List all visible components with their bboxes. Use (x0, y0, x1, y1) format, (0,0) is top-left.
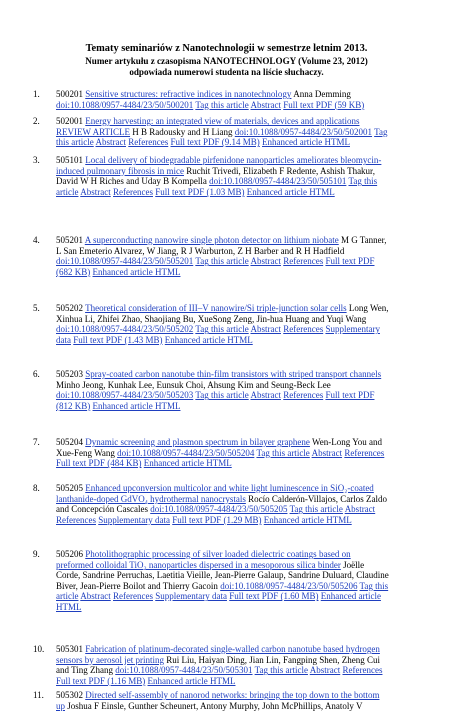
plain-text: 505203 (56, 369, 86, 379)
article-link[interactable]: Full text PDF (1.60 MB) (229, 591, 319, 602)
article-link[interactable]: REVIEW ARTICLE (56, 126, 131, 137)
article-link[interactable]: Abstract (250, 256, 281, 267)
item-line (56, 437, 382, 448)
article-link[interactable]: Energy harvesting: an integrated view of materials, devices and applications (85, 116, 360, 126)
article-link[interactable]: Enhanced upconversion multicolor and white light luminescence in SiO₂-coated (85, 483, 374, 493)
article-link[interactable]: Enhanced article HTML (143, 458, 232, 469)
article-link[interactable]: doi:10.1088/0957-4484/23/50/505203 (56, 390, 194, 401)
article-link[interactable]: References (113, 186, 153, 197)
article-link[interactable]: References (342, 665, 383, 676)
item-line (56, 665, 382, 676)
item-line (56, 176, 377, 187)
item-line (56, 504, 375, 515)
item-number: 11. (33, 690, 44, 700)
page-title: Tematy seminariów z Nanotechnologii w semestrze letnim 2013. (85, 43, 368, 54)
article-link[interactable]: Enhanced article HTML (92, 266, 181, 277)
article-link[interactable]: (682 KB) (56, 266, 91, 277)
item-number: 6. (33, 369, 40, 379)
article-link[interactable]: References (113, 591, 153, 602)
plain-text: Joshua F Einsle, Gunther Scheunert, Antony Murphy, John McPhillips, Anatoly V (65, 700, 363, 711)
article-link[interactable]: Abstract (95, 137, 127, 148)
article-link[interactable]: doi:10.1088/0957-4484/23/50/505201 (56, 256, 194, 267)
item-line (56, 127, 388, 138)
article-link[interactable]: Local delivery of biodegradable pirfenidone nanoparticles ameliorates bleomycin- (85, 155, 382, 165)
article-link[interactable]: HTML (56, 602, 82, 612)
article-link[interactable]: doi:10.1088/0957-4484/23/50/505205 (150, 504, 288, 515)
item-line (56, 448, 384, 459)
article-link[interactable]: Enhanced article HTML (92, 400, 181, 411)
item-line (56, 324, 380, 335)
item-line (56, 256, 374, 267)
article-link[interactable]: Tag this article (195, 390, 249, 401)
plain-text: Rocío Calderón-Villajos, Carlos Zaldo (245, 493, 388, 504)
article-link[interactable]: Enhanced article HTML (262, 137, 350, 148)
article-link[interactable]: Tag this (348, 176, 378, 187)
item-line (56, 458, 232, 469)
item-number: 7. (33, 437, 40, 447)
item-line (56, 644, 380, 655)
subtitle-journal: Numer artykułu z czasopisma NANOTECHNOLOGY (Volume 23, 2012) (85, 56, 368, 66)
plain-text: and Concepción Cascales (56, 504, 151, 515)
article-link[interactable]: References (344, 447, 385, 458)
article-link[interactable]: Tag this article (289, 504, 343, 515)
article-link[interactable]: References (128, 137, 169, 148)
item-line (56, 549, 351, 560)
plain-text: Xinhua Li, Zhifei Zhao, Shaojiang Bu, XueSong Zeng, Jin-hua Huang and Yuqi Wang (56, 313, 367, 324)
article-link[interactable]: Dynamic screening and plasmon spectrum in bilayer graphene (85, 437, 310, 447)
article-link[interactable]: Abstract (311, 447, 343, 458)
plain-text: 505201 (56, 235, 85, 245)
item-number: 9. (33, 549, 40, 559)
item-line (56, 314, 366, 325)
item-line (56, 690, 379, 701)
article-link[interactable]: Abstract (250, 390, 281, 401)
item-line (56, 560, 364, 571)
article-link[interactable]: preformed colloidal TiO₂ nanoparticles dispersed in a mesoporous silica binder (56, 559, 341, 570)
article-link[interactable]: Tag this (359, 580, 389, 591)
article-link[interactable]: Supplementary data (98, 514, 170, 525)
plain-text: Biver, Jean-Pierre Boilot and Thierry Gacoin (56, 580, 221, 591)
item-line (56, 515, 352, 526)
article-link[interactable]: Tag this article (195, 324, 249, 335)
item-number: 3. (33, 155, 40, 165)
article-link[interactable]: Abstract (80, 591, 111, 602)
plain-text: Joëlle (340, 559, 365, 570)
item-line (56, 137, 350, 148)
item-line (56, 701, 363, 711)
item-line (56, 401, 180, 412)
item-line (56, 246, 344, 257)
article-link[interactable]: this article (56, 137, 94, 148)
plain-text: 505101 (56, 155, 86, 165)
article-link[interactable]: Sensitive structures: refractive indices in nanotechnology (85, 89, 292, 99)
plain-text: Anna Demming (291, 89, 351, 99)
article-link[interactable]: Full text PDF (1.29 MB) (172, 514, 262, 525)
article-link[interactable]: doi:10.1088/0957-4484/23/50/505101 (209, 176, 347, 187)
plain-text: L San Emeterio Alvarez, W Jiang, R J Warburton, Z H Barber and R H Hadfield (56, 245, 345, 256)
article-link[interactable]: (812 KB) (56, 400, 91, 411)
plain-text: Wen-Long You and (309, 437, 383, 447)
article-link[interactable]: Tag this article (195, 256, 249, 267)
item-line (56, 390, 374, 401)
item-line (56, 676, 235, 687)
article-link[interactable]: Fabrication of platinum-decorated single-walled carbon nanotube based hydrogen (85, 644, 380, 654)
article-link[interactable]: doi:10.1088/0957-4484/23/50/505202 (56, 324, 194, 335)
item-line (56, 602, 82, 613)
article-link[interactable]: Full text PDF (1.43 MB) (73, 334, 163, 345)
item-line (56, 100, 364, 111)
article-link[interactable]: Tag this article (254, 665, 308, 676)
item-number: 8. (33, 483, 40, 493)
item-number: 10. (33, 644, 45, 654)
article-link[interactable]: Supplementary (325, 324, 380, 335)
plain-text: 505301 (56, 644, 86, 654)
article-link[interactable]: Full text PDF (1.16 MB) (56, 675, 146, 686)
article-link[interactable]: induced pulmonary fibrosis in mice (56, 165, 184, 176)
item-line (56, 166, 375, 177)
article-link[interactable]: A superconducting nanowire single photon detector on lithium niobate (84, 235, 339, 245)
article-link[interactable]: Enhanced article HTML (246, 186, 335, 197)
article-link[interactable]: sensors by aerosol jet printing (56, 654, 164, 665)
item-line (56, 380, 331, 391)
subtitle-note: odpowiada numerowi studenta na liście słuchaczy. (129, 67, 324, 77)
item-line (56, 591, 381, 602)
article-link[interactable]: Full text PDF (1.03 MB) (155, 186, 245, 197)
plain-text: Corde, Sandrine Perruchas, Laetitia Vieille, Jean-Pierre Galaup, Sandrine Duluard, Claudine (56, 570, 389, 581)
plain-text: 500201 (56, 89, 86, 99)
article-link[interactable]: References (283, 390, 324, 401)
article-link[interactable]: Tag this article (195, 99, 249, 110)
item-line (56, 655, 380, 666)
article-link[interactable]: Theoretical consideration of III–V nanowire/Si triple-junction solar cells (85, 303, 347, 313)
article-link[interactable]: up (56, 700, 65, 711)
plain-text: and Ting Zhang (56, 665, 116, 676)
article-link[interactable]: Full text PDF (9.14 MB) (170, 137, 260, 148)
article-link[interactable]: Spray-coated carbon nanotube thin-film transistors with striped transport channels (85, 369, 382, 379)
plain-text: Xue-Feng Wang (56, 447, 118, 458)
article-link[interactable]: article (56, 186, 79, 197)
item-line (56, 494, 387, 505)
plain-text: Rui Liu, Haiyan Ding, Jian Lin, Fangping Shen, Zheng Cui (163, 654, 380, 665)
article-link[interactable]: doi:10.1088/0957-4484/23/50/505206 (220, 580, 358, 591)
article-link[interactable]: doi:10.1088/0957-4484/23/50/500201 (56, 99, 194, 110)
article-link[interactable]: doi:10.1088/0957-4484/23/50/505204 (117, 447, 255, 458)
article-link[interactable]: data (56, 334, 71, 345)
article-link[interactable]: Full text PDF (484 KB) (56, 458, 142, 469)
article-link[interactable]: Abstract (344, 504, 376, 515)
article-link[interactable]: Abstract (309, 665, 341, 676)
article-link[interactable]: Full text PDF (59 KB) (283, 99, 365, 110)
article-link[interactable]: Full text PDF (325, 390, 375, 401)
plain-text: David W H Riches and Uday B Kompella (56, 176, 210, 187)
item-number: 5. (33, 303, 40, 313)
item-line (56, 581, 388, 592)
item-number: 1. (33, 89, 40, 99)
article-link[interactable]: Abstract (80, 186, 111, 197)
article-link[interactable]: doi:10.1088/0957-4484/23/50/502001 (234, 126, 373, 137)
article-link[interactable]: lanthanide-doped GdVO₄ hydrothermal nanocrystals (56, 493, 246, 504)
plain-text: 505205 (56, 483, 86, 493)
article-link[interactable]: Abstract (250, 99, 281, 110)
item-number: 4. (33, 235, 40, 245)
article-link[interactable]: article (56, 591, 79, 602)
item-number: 2. (33, 116, 40, 126)
item-line (56, 89, 351, 100)
article-link[interactable]: References (283, 256, 324, 267)
item-line (56, 116, 360, 127)
plain-text: 505202 (56, 303, 86, 313)
article-link[interactable]: Enhanced article (320, 591, 381, 602)
plain-text: 505302 (56, 690, 86, 700)
article-link[interactable]: Tag this article (256, 447, 310, 458)
plain-text: 505204 (56, 437, 86, 447)
article-link[interactable]: Abstract (250, 324, 281, 335)
item-line (56, 303, 388, 314)
article-link[interactable]: doi:10.1088/0957-4484/23/50/505301 (115, 665, 253, 676)
item-line (56, 267, 180, 278)
item-line (56, 155, 381, 166)
item-line (56, 369, 381, 380)
item-line (56, 335, 253, 346)
article-link[interactable]: Tag (374, 126, 388, 137)
plain-text: 505206 (56, 549, 86, 559)
plain-text: 502001 (56, 116, 86, 126)
plain-text: H B Radousky and H Liang (130, 126, 235, 137)
article-link[interactable]: Photolithographic processing of silver loaded dielectric coatings based on (85, 549, 351, 559)
article-link[interactable]: Enhanced article HTML (263, 514, 352, 525)
article-link[interactable]: Enhanced article HTML (164, 334, 253, 345)
plain-text: Ruchit Trivedi, Elizabeth F Redente, Ashish Thakur, (183, 165, 375, 176)
article-link[interactable]: Enhanced article HTML (147, 675, 236, 686)
item-line (56, 570, 389, 581)
article-link[interactable]: Directed self-assembly of nanorod networks: bringing the top down to the bottom (85, 690, 380, 700)
plain-text: Long Wen, (346, 303, 389, 313)
plain-text: M G Tanner, (338, 235, 387, 245)
item-line (56, 483, 374, 494)
article-link[interactable]: References (283, 324, 324, 335)
article-link[interactable]: Supplementary data (155, 591, 227, 602)
article-link[interactable]: References (56, 514, 96, 525)
item-line (56, 187, 335, 198)
item-line (56, 235, 387, 246)
plain-text: Minho Jeong, Kunhak Lee, Eunsuk Choi, Ahsung Kim and Seung-Beck Lee (56, 379, 331, 390)
article-link[interactable]: Full text PDF (325, 256, 375, 267)
